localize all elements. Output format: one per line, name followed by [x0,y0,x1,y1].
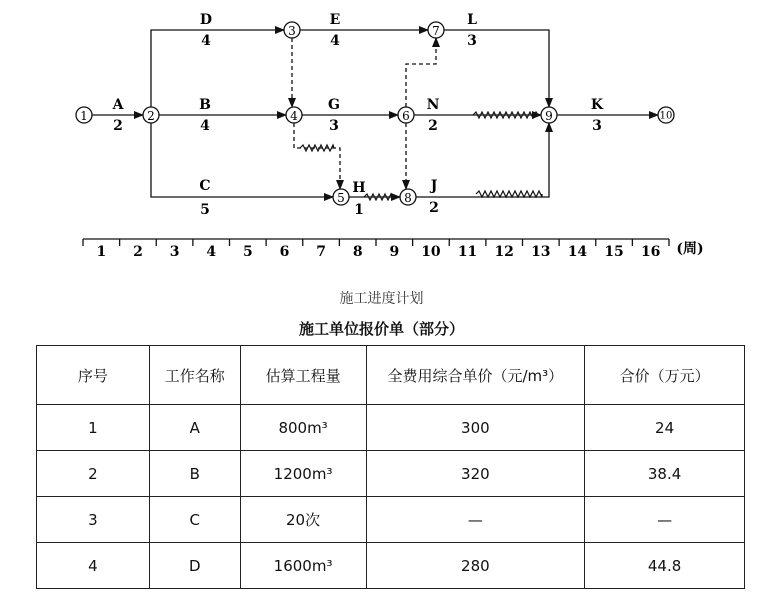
time-scale-tick-label: 14 [567,244,588,260]
activity-duration-label: 5 [200,202,210,218]
node-7-label: 7 [432,24,440,38]
dummy-wave-2 [300,145,334,151]
node-1-label: 1 [80,109,88,123]
table-cell: 4 [37,543,150,589]
table-cell: 1200m³ [240,451,366,497]
activity-name-label: G [328,97,340,113]
activity-name-label: C [199,178,211,194]
table-cell: 1 [37,405,150,451]
table-cell: 280 [366,543,585,589]
activity-name-label: H [352,180,366,196]
time-scale-tick-label: 15 [604,244,624,260]
header-cell: 估算工程量 [240,346,366,405]
time-scale-tick-label: 13 [531,244,551,260]
activity-arrow-d [151,30,284,107]
time-scale-tick-label: 9 [389,244,400,260]
node-8-label: 8 [404,191,412,205]
price-table [36,345,745,589]
time-scale-tick-label: 16 [640,244,661,260]
time-scale-tick-label: 6 [279,244,290,260]
time-scale-tick-label: 7 [316,244,326,260]
table-cell: 20次 [240,497,366,543]
activity-duration-label: 3 [467,33,477,49]
table-title: 施工单位报价单（部分） [298,320,464,338]
table-cell: B [149,451,240,497]
table-row [37,497,745,543]
header-cell: 序号 [37,346,150,405]
table-cell: 44.8 [585,543,745,589]
activity-name-label: K [590,97,604,113]
free-float-wave-j [476,191,542,197]
time-scale-tick-label: 1 [96,244,107,260]
table-cell: C [149,497,240,543]
table-cell: — [366,497,585,543]
node-4-label: 4 [290,109,298,123]
table-cell: 38.4 [585,451,745,497]
table-cell: 24 [585,405,745,451]
time-scale-tick-label: 11 [457,244,478,260]
time-scale-tick-label: 4 [206,244,217,260]
activity-name-label: J [430,178,438,194]
activity-duration-label: 4 [330,33,340,49]
diagram-caption: 施工进度计划 [339,291,424,307]
table-cell: 300 [366,405,585,451]
activity-duration-label: 2 [428,118,438,134]
table-header-row [37,346,745,405]
activity-name-label: D [199,12,213,28]
network-diagram [0,0,763,290]
activity-duration-label: 4 [200,118,210,134]
node-2-label: 2 [147,109,155,123]
activity-duration-label: 3 [592,118,602,134]
table-cell: 1600m³ [240,543,366,589]
table-cell: 3 [37,497,150,543]
table-cell: 320 [366,451,585,497]
node-6-label: 6 [402,109,410,123]
activity-duration-label: 4 [201,33,211,49]
activity-duration-label: 2 [429,200,439,216]
time-scale-tick-label: 2 [133,244,143,260]
time-scale-tick-label: 10 [421,244,441,260]
node-5-label: 5 [337,191,345,205]
activity-name-label: E [329,12,341,28]
time-scale-tick-label: 8 [352,244,363,260]
activity-duration-label: 3 [329,118,339,134]
header-cell: 工作名称 [149,346,240,405]
time-scale-tick-label: 3 [169,244,180,260]
node-9-label: 9 [545,109,553,123]
table-row [37,405,745,451]
table-cell: — [585,497,745,543]
table-cell: 2 [37,451,150,497]
table-row [37,543,745,589]
activity-name-label: N [426,97,440,113]
activity-arrow-c [151,123,333,197]
time-scale-unit: (周) [676,241,704,257]
activity-name-label: B [199,97,211,113]
node-3-label: 3 [288,24,296,38]
activity-arrow-l [444,30,549,107]
activity-duration-label: 1 [354,202,364,218]
activity-name-label: L [467,12,477,28]
header-cell: 全费用综合单价（元/m³） [366,346,585,405]
header-cell: 合价（万元） [585,346,745,405]
table-row [37,451,745,497]
time-scale-tick-label: 5 [242,244,253,260]
time-scale-tick-label: 12 [494,244,514,260]
node-10-label: 10 [659,110,673,122]
table-cell: D [149,543,240,589]
table-cell: A [149,405,240,451]
table-cell: 800m³ [240,405,366,451]
activity-name-label: A [112,97,124,113]
activity-duration-label: 2 [113,118,123,134]
